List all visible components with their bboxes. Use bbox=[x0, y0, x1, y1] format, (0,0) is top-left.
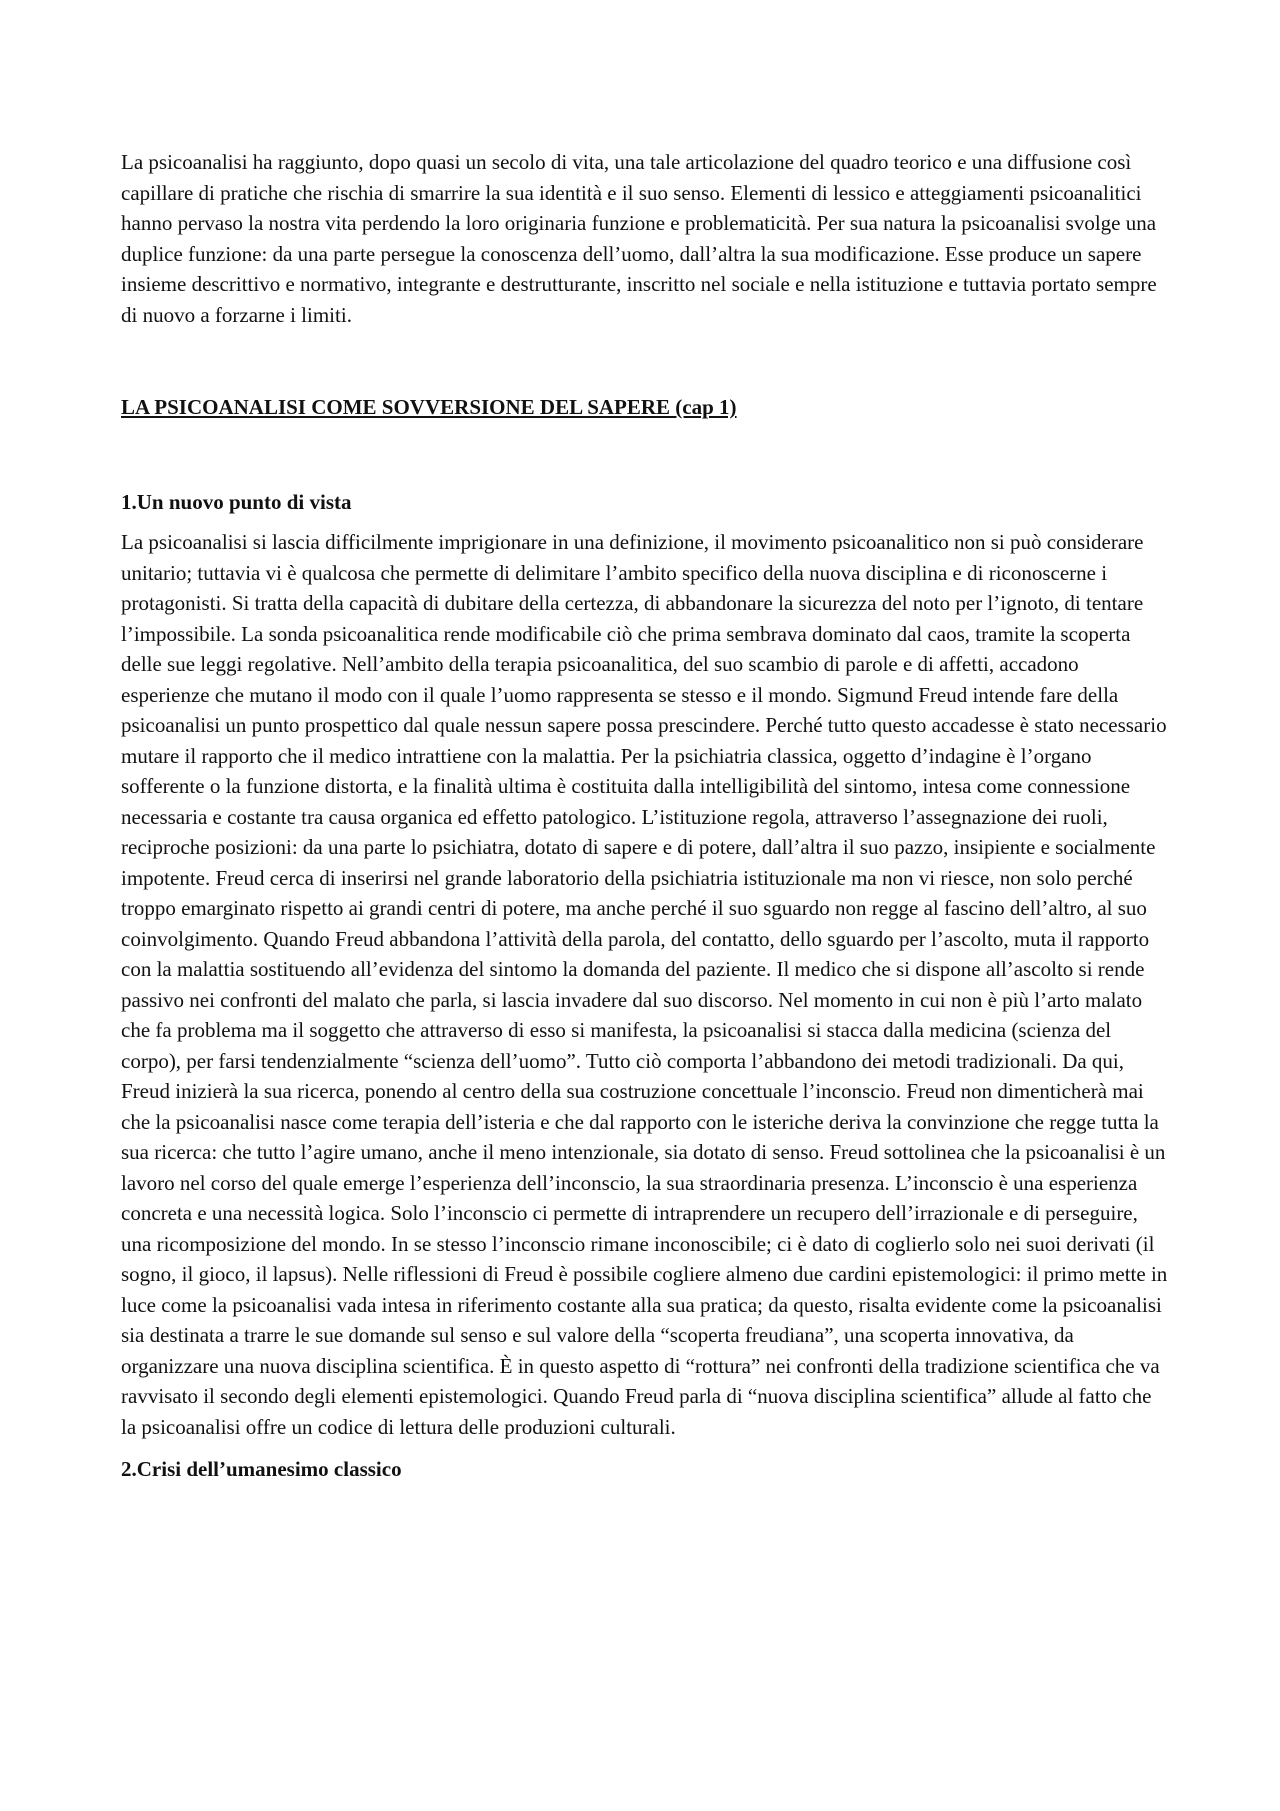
intro-paragraph: La psicoanalisi ha raggiunto, dopo quasi un secolo di vita, una tale articolazione del quadro teorico e una diffusione così capillare di pratiche che rischia di smarrire la sua identità e il suo senso. Elementi di lessico e atteggiamenti psicoanalitici hanno pervaso la nostra vita perdendo la loro originaria funzione e problematicità. Per sua natura la psicoanalisi svolge una duplice funzione: da una parte persegue la conoscenza dell’uomo, dall’altra la sua modificazione. Esse produce un sapere insieme descrittivo e normativo, integrante e destrutturante, inscritto nel sociale e nella istituzione e tuttavia portato sempre di nuovo a forzarne i limiti. bbox=[121, 150, 1157, 327]
section-1-body: La psicoanalisi si lascia difficilmente imprigionare in una definizione, il movimento psicoanalitico non si può considerare unitario; tuttavia vi è qualcosa che permette di delimitare l’ambito specifico della nuova disciplina e di riconoscerne i protagonisti. Si tratta della capacità di dubitare della certezza, di abbandonare la sicurezza del noto per l’ignoto, di tentare l’impossibile. La sonda psicoanalitica rende modificabile ciò che prima sembrava dominato dal caos, tramite la scoperta delle sue leggi regolative. Nell’ambito della terapia psicoanalitica, del suo scambio di parole e di affetti, accadono esperienze che mutano il modo con il quale l’uomo rappresenta se stesso e il mondo. Sigmund Freud intende fare della psicoanalisi un punto prospettico dal quale nessun sapere possa prescindere. Perché tutto questo accadesse è stato necessario mutare il rapporto che il medico intrattiene con la malattia. Per la psichiatria classica, oggetto d’indagine è l’organo sofferente o la funzione distorta, e la finalità ultima è costituita dalla intelligibilità del sintomo, intesa come connessione necessaria e costante tra causa organica ed effetto patologico. L’istituzione regola, attraverso l’assegnazione dei ruoli, reciproche posizioni: da una parte lo psichiatra, dotato di sapere e di potere, dall’altra il suo pazzo, insipiente e socialmente impotente. Freud cerca di inserirsi nel grande laboratorio della psichiatria istituzionale ma non vi riesce, non solo perché troppo emarginato rispetto ai grandi centri di potere, ma anche perché il suo sguardo non regge al fascino dell’altro, al suo coinvolgimento. Quando Freud abbandona l’attività della parola, del contatto, dello sguardo per l’ascolto, muta il rapporto con la malattia sostituendo all’evidenza del sintomo la domanda del paziente. Il medico che si dispone all’ascolto si rende passivo nei confronti del malato che parla, si lascia invadere dal suo discorso. Nel momento in cui non è più l’arto malato che fa problema ma il soggetto che attraverso di esso si manifesta, la psicoanalisi si stacca dalla medicina (scienza del corpo), per farsi tendenzialmente “scienza dell’uomo”. Tutto ciò comporta l’abbandono dei metodi tradizionali. Da qui, Freud inizierà la sua ricerca, ponendo al centro della sua costruzione concettuale l’inconscio. Freud non dimenticherà mai che la psicoanalisi nasce come terapia dell’isteria e che dal rapporto con le isteriche deriva la convinzione che regge tutta la sua ricerca: che tutto l’agire umano, anche il meno intenzionale, sia dotato di senso. Freud sottolinea che la psicoanalisi è un lavoro nel corso del quale emerge l’esperienza dell’inconscio, la sua straordinaria presenza. L’inconscio è una esperienza concreta e una necessità logica. Solo l’inconscio ci permette di intraprendere un recupero dell’irrazionale e di perseguire, una ricomposizione del mondo. In se stesso l’inconscio rimane inconoscibile; ci è dato di coglierlo solo nei suoi derivati (il sogno, il gioco, il lapsus). Nelle riflessioni di Freud è possibile cogliere almeno due cardini epistemologici: il primo mette in luce come la psicoanalisi vada intesa in riferimento costante alla sua pratica; da questo, risalta evidente come la psicoanalisi sia destinata a trarre le sue domande sul senso e sul valore della “scoperta freudiana”, una scoperta innovativa, da organizzare una nuova disciplina scientifica. È in questo aspetto di “rottura” nei confronti della tradizione scientifica che va ravvisato il secondo degli elementi epistemologici. Quando Freud parla di “nuova disciplina scientifica” allude al fatto che la psicoanalisi offre un codice di lettura delle produzioni culturali. bbox=[121, 530, 1168, 1439]
section-2-heading: 2.Crisi dell’umanesimo classico bbox=[121, 1457, 402, 1481]
document-body bbox=[121, 147, 1171, 1485]
chapter-title: LA PSICOANALISI COME SOVVERSIONE DEL SAPERE (cap 1) bbox=[121, 395, 737, 419]
section-1-heading: 1.Un nuovo punto di vista bbox=[121, 489, 352, 514]
